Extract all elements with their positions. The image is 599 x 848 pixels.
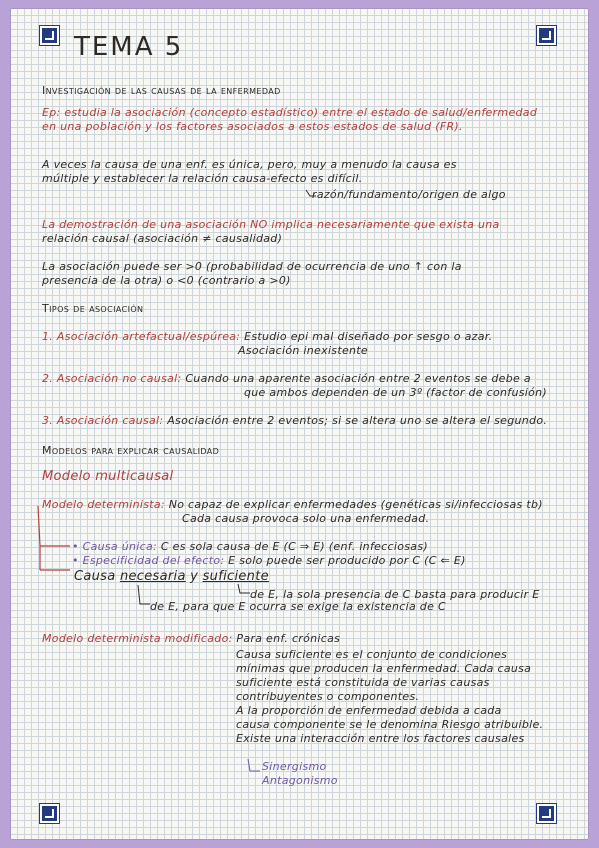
tipo-2: [42, 372, 531, 385]
modificado-line-2: Causa suficiente es el conjunto de condiciones: [236, 648, 508, 661]
demostracion-line-1: La demostración de una asociación NO implica necesariamente que exista una: [42, 218, 500, 231]
tipo-3-text: Asociación entre 2 eventos; si se altera uno se altera el segundo.: [167, 414, 548, 427]
tipo-1-label: 1. Asociación artefactual/espúrea:: [42, 330, 245, 343]
suficiente-note: de E, la sola presencia de C basta para producir E: [250, 588, 540, 601]
tipo-2-text: Cuando una aparente asociación entre 2 eventos se debe a: [185, 372, 531, 385]
especificidad-text: E solo puede ser producido por C (C ⇐ E): [228, 554, 466, 567]
causa-paragraph-line-1: A veces la causa de una enf. es única, pero, muy a menudo la causa es: [42, 158, 457, 171]
determinista-modificado-text: Para enf. crónicas: [236, 632, 341, 645]
especificidad-line: [72, 554, 466, 567]
section-heading-investigacion: Investigación de las causas de la enfermedad: [42, 84, 281, 97]
especificidad-label: • Especificidad del efecto:: [72, 554, 229, 567]
tipo-1-extra: Asociación inexistente: [238, 344, 368, 357]
causa-unica-line: [72, 540, 428, 553]
modelo-determinista-text: No capaz de explicar enfermedades (genéticas si/infecciosas tb): [168, 498, 543, 511]
tipo-2-extra: que ambos dependen de un 3º (factor de confusión): [244, 386, 548, 399]
modificado-line-5: contribuyentes o componentes.: [236, 690, 420, 703]
causa-unica-label: • Causa única:: [72, 540, 161, 553]
notebook-page: [10, 8, 589, 840]
modelo-determinista-label: Modelo determinista:: [42, 498, 169, 511]
asociacion-valor-line-2: presencia de la otra) o <0 (contrario a >0): [42, 274, 291, 287]
suficiente-label: suficiente: [202, 569, 269, 584]
modificado-line-6: A la proporción de enfermedad debida a cada: [236, 704, 502, 717]
section-heading-modelos: Modelos para explicar causalidad: [42, 444, 220, 457]
demostracion-line-2: relación causal (asociación ≠ causalidad): [42, 232, 283, 245]
causa-label: Causa: [74, 569, 116, 584]
necesaria-note: de E, para que E ocurra se exige la existencia de C: [150, 600, 446, 613]
tipo-3: [42, 414, 547, 427]
asociacion-valor-line-1: La asociación puede ser >0 (probabilidad de ocurrencia de uno ↑ con la: [42, 260, 462, 273]
antagonismo: Antagonismo: [262, 774, 338, 787]
modificado-line-7: causa componente se le denomina Riesgo atribuible.: [236, 718, 544, 731]
determinista-modificado-line-1: [42, 632, 340, 645]
tipo-1-text: Estudio epi mal diseñado por sesgo o azar.: [244, 330, 493, 343]
ep-definition-line-1: Ep: estudia la asociación (concepto estadístico) entre el estado de salud/enfermedad: [42, 106, 538, 119]
tipo-1: [42, 330, 492, 343]
tipo-3-label: 3. Asociación causal:: [42, 414, 168, 427]
page-title: TEMA 5: [74, 32, 184, 62]
causa-unica-text: C es sola causa de E (C ⇒ E) (enf. infecciosas): [160, 540, 428, 553]
causa-paragraph-line-2: múltiple y establecer la relación causa-efecto es difícil.: [42, 172, 363, 185]
modificado-line-3: mínimas que producen la enfermedad. Cada causa: [236, 662, 532, 675]
causa-necesaria-suficiente: [74, 570, 269, 583]
determinista-modificado-label: Modelo determinista modificado:: [42, 632, 237, 645]
modelo-determinista-line-2: Cada causa provoca solo una enfermedad.: [182, 512, 430, 525]
ep-definition-line-2: en una población y los factores asociados a estos estados de salud (FR).: [42, 120, 463, 133]
necesaria-label: necesaria: [119, 569, 186, 584]
tipo-2-label: 2. Asociación no causal:: [42, 372, 186, 385]
causa-annotation: razón/fundamento/origen de algo: [312, 188, 506, 201]
y-label: y: [190, 569, 199, 584]
modelo-determinista-line-1: [42, 498, 543, 511]
modificado-line-4: suficiente está constituida de varias causas: [236, 676, 490, 689]
section-heading-tipos: Tipos de asociación: [42, 302, 144, 315]
modificado-line-8: Existe una interacción entre los factores causales: [236, 732, 525, 745]
modelo-multicausal: Modelo multicausal: [42, 469, 174, 484]
sinergismo: Sinergismo: [262, 760, 327, 773]
